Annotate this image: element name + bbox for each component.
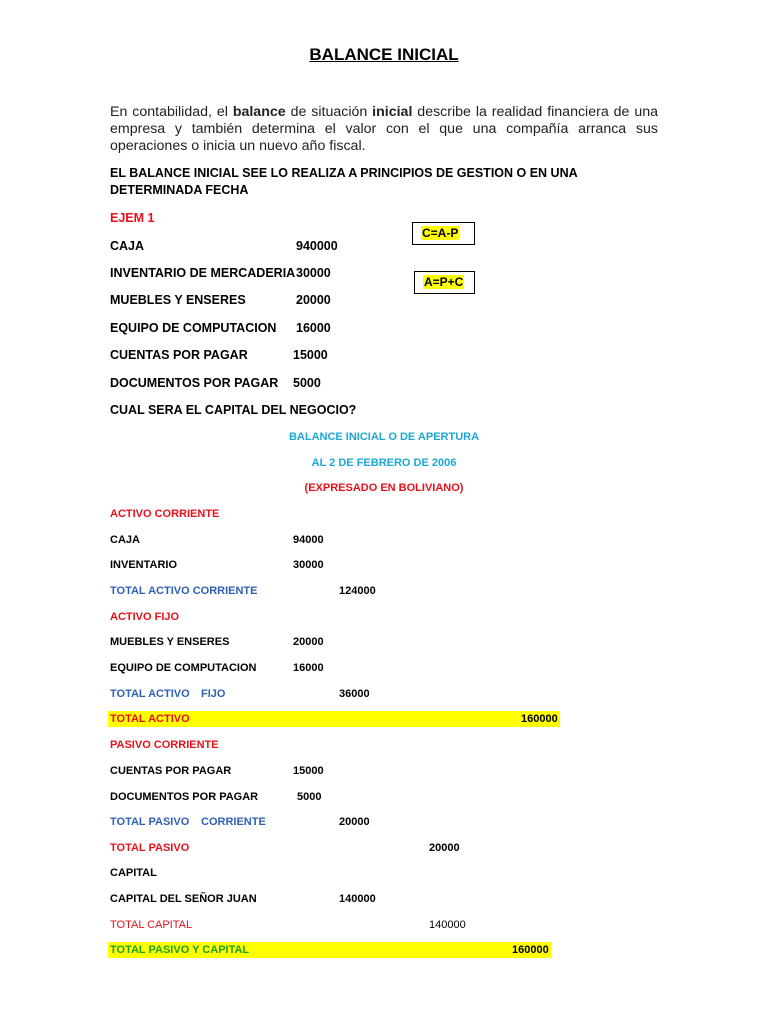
- total-activo-fijo-value: 36000: [339, 688, 370, 700]
- row-label: MUEBLES Y ENSERES: [110, 636, 230, 648]
- intro-paragraph: En contabilidad, el balance de situación inicial describe la realidad financiera de una empresa y también determina el valor con el que una compañía arranca sus operaciones o inicia un nuevo año fiscal.: [110, 104, 658, 154]
- example-question: CUAL SERA EL CAPITAL DEL NEGOCIO?: [110, 403, 357, 417]
- total-pasivo-capital-value: 160000: [512, 944, 549, 956]
- balance-date: AL 2 DE FEBRERO DE 2006: [311, 457, 457, 469]
- row-value: 94000: [293, 534, 324, 546]
- formula-box-capital: C=A-P: [412, 222, 475, 245]
- section-capital: CAPITAL: [110, 867, 157, 879]
- example-item-label: CUENTAS POR PAGAR: [110, 348, 248, 362]
- row-value: 30000: [293, 559, 324, 571]
- total-pasivo-corriente-label-suffix: CORRIENTE: [201, 816, 266, 828]
- section-activo-corriente: ACTIVO CORRIENTE: [110, 508, 220, 520]
- row-label: EQUIPO DE COMPUTACION: [110, 662, 257, 674]
- total-activo-corriente-value: 124000: [339, 585, 376, 597]
- example-heading: EJEM 1: [110, 211, 155, 225]
- total-capital-value: 140000: [429, 919, 466, 931]
- total-pasivo-capital-label: TOTAL PASIVO Y CAPITAL: [110, 944, 250, 956]
- example-item-value: 940000: [296, 239, 338, 253]
- section-pasivo-corriente: PASIVO CORRIENTE: [110, 739, 219, 751]
- total-activo-fijo-label: TOTAL ACTIVO: [110, 688, 190, 700]
- section-activo-fijo: ACTIVO FIJO: [110, 611, 180, 623]
- example-item-label: MUEBLES Y ENSERES: [110, 293, 246, 307]
- balance-heading: BALANCE INICIAL O DE APERTURA: [288, 431, 480, 443]
- row-label: CUENTAS POR PAGAR: [110, 765, 232, 777]
- example-item-label: INVENTARIO DE MERCADERIA: [110, 266, 296, 280]
- example-item-value: 30000: [296, 266, 331, 280]
- example-item-value: 5000: [293, 376, 321, 390]
- row-label: DOCUMENTOS POR PAGAR: [110, 791, 259, 803]
- total-capital-label: TOTAL CAPITAL: [110, 919, 193, 931]
- row-label: INVENTARIO: [110, 559, 178, 571]
- total-pasivo-label: TOTAL PASIVO: [110, 842, 190, 854]
- example-item-value: 20000: [296, 293, 331, 307]
- row-value: 140000: [339, 893, 376, 905]
- example-item-label: EQUIPO DE COMPUTACION: [110, 321, 277, 335]
- total-activo-label: TOTAL ACTIVO: [110, 713, 190, 725]
- total-activo-fijo-label-suffix: FIJO: [201, 688, 226, 700]
- row-value: 20000: [293, 636, 324, 648]
- total-activo-value: 160000: [521, 713, 558, 725]
- example-item-label: DOCUMENTOS POR PAGAR: [110, 376, 279, 390]
- total-pasivo-corriente-label: TOTAL PASIVO: [110, 816, 190, 828]
- total-activo-corriente-label: TOTAL ACTIVO CORRIENTE: [110, 585, 258, 597]
- example-item-value: 15000: [293, 348, 328, 362]
- lead-paragraph: EL BALANCE INICIAL SEE LO REALIZA A PRINCIPIOS DE GESTION O EN UNA DETERMINADA FECHA: [110, 166, 578, 197]
- row-value: 5000: [297, 791, 322, 803]
- total-pasivo-corriente-value: 20000: [339, 816, 370, 828]
- balance-currency: (EXPRESADO EN BOLIVIANO): [304, 482, 464, 494]
- total-pasivo-value: 20000: [429, 842, 460, 854]
- example-item-value: 16000: [296, 321, 331, 335]
- formula-box-activo: A=P+C: [414, 271, 475, 294]
- example-item-label: CAJA: [110, 239, 145, 253]
- row-label: CAPITAL DEL SEÑOR JUAN: [110, 893, 257, 905]
- row-value: 15000: [293, 765, 324, 777]
- row-value: 16000: [293, 662, 324, 674]
- page-title: BALANCE INICIAL: [309, 45, 459, 64]
- row-label: CAJA: [110, 534, 140, 546]
